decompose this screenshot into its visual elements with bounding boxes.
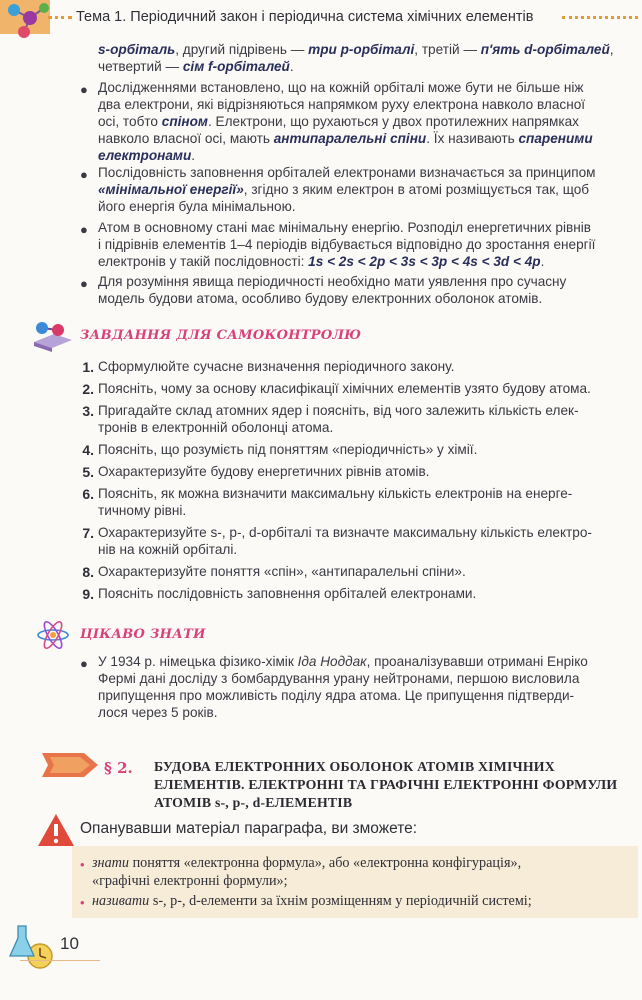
- question-text: Поясніть, що розумієть під поняттям «періодичність» у хімії.: [98, 442, 478, 457]
- text-line: і підрівнів елементів 1–4 періодів відбувається відповідно до зростання енергії: [98, 237, 596, 252]
- interesting-heading: ЦІКАВО ЗНАТИ: [80, 627, 206, 642]
- goal-line: «графічні електронні формули»;: [92, 873, 288, 889]
- paragraph-marker-icon: [42, 749, 98, 781]
- question-text: Охарактеризуйте s-, p-, d-орбіталі та визначте максимальну кількість електро-: [98, 525, 592, 540]
- question-text: Пригадайте склад атомних ядер і поясніть, від чого залежить кількість елек-: [98, 403, 579, 418]
- item-number: 1.: [82, 359, 94, 375]
- text-line: У 1934 р. німецька фізико-хімік Іда Ноддак, проаналізувавши отримані Енріко: [98, 654, 588, 669]
- warning-icon: [36, 812, 76, 848]
- text-line: електронами.: [98, 148, 196, 163]
- self-control-heading: ЗАВДАННЯ ДЛЯ САМОКОНТРОЛЮ: [80, 328, 362, 343]
- header-dots: [48, 16, 72, 19]
- text-line: електронів у такій послідовності: 1s < 2s < 2p < 3s < 3p < 4s < 3d < 4p.: [98, 254, 545, 269]
- text-line: припущення про можливість поділу ядра атома. Це припущення підтверди-: [98, 688, 575, 703]
- text-line: навколо власної осі, мають антипаралельні спіни. Їх називають спареними: [98, 131, 593, 146]
- text-line: модель будови атома, особливо будову електронних оболонок атомів.: [98, 291, 543, 306]
- question-text: Охарактеризуйте будову енергетичних рівнів атомів.: [98, 464, 430, 479]
- flask-clock-icon: [8, 920, 58, 970]
- item-number: 8.: [82, 564, 94, 580]
- bullet: ●: [80, 222, 88, 237]
- books-molecule-icon: [30, 318, 76, 354]
- text-line: два електрони, які відрізняються напрямком руху електрона навколо власної: [98, 97, 586, 112]
- footer-rule: [20, 960, 100, 961]
- text-line: Послідовність заповнення орбіталей електронами визначається за принципом: [98, 165, 596, 180]
- bullet: ●: [80, 82, 88, 97]
- question-text: Охарактеризуйте поняття «спін», «антипаралельні спіни».: [98, 564, 466, 579]
- text-line: його енергія була мінімальною.: [98, 199, 296, 214]
- item-number: 6.: [82, 486, 94, 502]
- bullet: ●: [80, 276, 88, 291]
- page-header-title: Тема 1. Періодичний закон і періодична система хімічних елементів: [76, 9, 534, 25]
- text-line: «мінімальної енергії», згідно з яким електрон в атомі розміщується так, щоб: [98, 182, 590, 197]
- text-line: Фермі дані досліду з бомбардування урану нейтронами, першою висловила: [98, 671, 580, 686]
- text-line: s-орбіталь, другий підрівень — три p-орбіталі, третій — п'ять d-орбіталей,: [98, 42, 614, 57]
- goal-line: знати поняття «електронна формула», або «електронна конфігурація»,: [92, 855, 522, 871]
- item-number: 7.: [82, 525, 94, 541]
- text-line: Атом в основному стані має мінімальну енергію. Розподіл енергетичних рівнів: [98, 220, 591, 235]
- goal-line: називати s-, p-, d-елементи за їхнім розміщенням у періодичній системі;: [92, 893, 532, 909]
- text-line: лося через 5 років.: [98, 705, 218, 720]
- bullet: ●: [80, 656, 88, 671]
- item-number: 2.: [82, 381, 94, 397]
- question-text: тичному рівні.: [98, 503, 187, 518]
- item-number: 5.: [82, 464, 94, 480]
- question-text: нів на кожній орбіталі.: [98, 542, 238, 557]
- text-line: четвертий — сім f-орбіталей.: [98, 59, 294, 74]
- paragraph-intro: Опанувавши матеріал параграфа, ви зможете:: [80, 820, 418, 837]
- paragraph-title: БУДОВА ЕЛЕКТРОННИХ ОБОЛОНОК АТОМІВ ХІМІЧНИХ ЕЛЕМЕНТІВ. ЕЛЕКТРОННІ ТА ГРАФІЧНІ ЕЛЕКТРОННІ ФОРМУЛИ АТОМІВ s-, p-, d-ЕЛЕМЕНТІВ: [154, 759, 618, 810]
- question-text: Поясніть, як можна визначити максимальну кількість електронів на енерге-: [98, 486, 573, 501]
- header-dots: [562, 16, 638, 19]
- item-number: 9.: [82, 586, 94, 602]
- question-text: тронів в електронній оболонці атома.: [98, 420, 334, 435]
- text-line: Для розуміння явища періодичності необхідно мати уявлення про сучасну: [98, 274, 567, 289]
- text-line: Дослідженнями встановлено, що на кожній орбіталі може бути не більше ніж: [98, 80, 584, 95]
- bullet: •: [80, 857, 85, 872]
- question-text: Поясніть послідовність заповнення орбіталей електронами.: [98, 586, 477, 601]
- paragraph-number: § 2.: [104, 759, 133, 777]
- molecule-icon: [0, 0, 78, 40]
- question-text: Сформулюйте сучасне визначення періодичного закону.: [98, 359, 455, 374]
- item-number: 3.: [82, 403, 94, 419]
- bullet: ●: [80, 167, 88, 182]
- item-number: 4.: [82, 442, 94, 458]
- question-text: Поясніть, чому за основу класифікації хімічних елементів узято будову атома.: [98, 381, 591, 396]
- text-line: осі, тобто спіном. Електрони, що рухаються у двох протилежних напрямках: [98, 114, 579, 129]
- page-number: 10: [60, 934, 79, 953]
- bullet: •: [80, 895, 85, 910]
- atom-icon: [36, 620, 70, 650]
